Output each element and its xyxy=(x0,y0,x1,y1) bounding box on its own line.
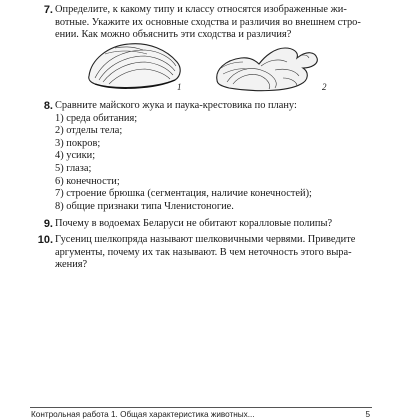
footer-title: Контрольная работа 1. Общая характеристика животных... xyxy=(31,410,255,419)
question-8-intro: Сравните майского жука и паука-крестовика по плану: xyxy=(55,100,297,111)
snail-shell-illustration xyxy=(213,38,323,94)
question-10-line: Гусениц шелкопряда называют шелковичными червями. Приведите xyxy=(55,234,356,245)
plan-item: 8) общие признаки типа Членистоногие. xyxy=(55,200,234,212)
plan-item: 6) конечности; xyxy=(55,175,120,187)
question-7-number: 7. xyxy=(43,4,53,16)
question-7-text xyxy=(55,4,367,42)
question-8-text xyxy=(55,100,367,213)
question-9-text xyxy=(55,218,367,231)
question-10-line: аргументы, почему их так называют. В чем неточность этого выра- xyxy=(55,246,352,258)
figure-1-label: 1 xyxy=(177,82,182,92)
question-7-line: вотные. Укажите их основные сходства и различия во внешнем стро- xyxy=(55,16,361,28)
question-10-number: 10. xyxy=(37,234,53,246)
page-number: 5 xyxy=(365,410,370,419)
question-7-line: ении. Как можно объяснить эти сходства и различия? xyxy=(55,29,292,41)
plan-item: 3) покров; xyxy=(55,137,101,149)
figure-2-label: 2 xyxy=(322,82,327,92)
plan-item: 7) строение брюшка (сегментация, наличие конечностей); xyxy=(55,188,312,200)
question-9-number: 9. xyxy=(43,218,53,230)
question-10-text xyxy=(55,234,367,272)
plan-item: 4) усики; xyxy=(55,150,96,162)
footer-divider xyxy=(30,407,372,408)
question-9-line: Почему в водоемах Беларуси не обитают коралловые полипы? xyxy=(55,218,333,229)
question-8-plan-list xyxy=(55,113,367,214)
plan-item: 2) отделы тела; xyxy=(55,125,123,137)
question-7-line: Определите, к какому типу и классу относятся изображенные жи- xyxy=(55,4,347,15)
plan-item: 1) среда обитания; xyxy=(55,112,138,124)
question-10-line: жения? xyxy=(55,259,88,271)
bivalve-shell-illustration xyxy=(85,38,185,94)
question-7-figures xyxy=(85,38,345,94)
plan-item: 5) глаза; xyxy=(55,162,92,174)
question-8-number: 8. xyxy=(43,100,53,112)
